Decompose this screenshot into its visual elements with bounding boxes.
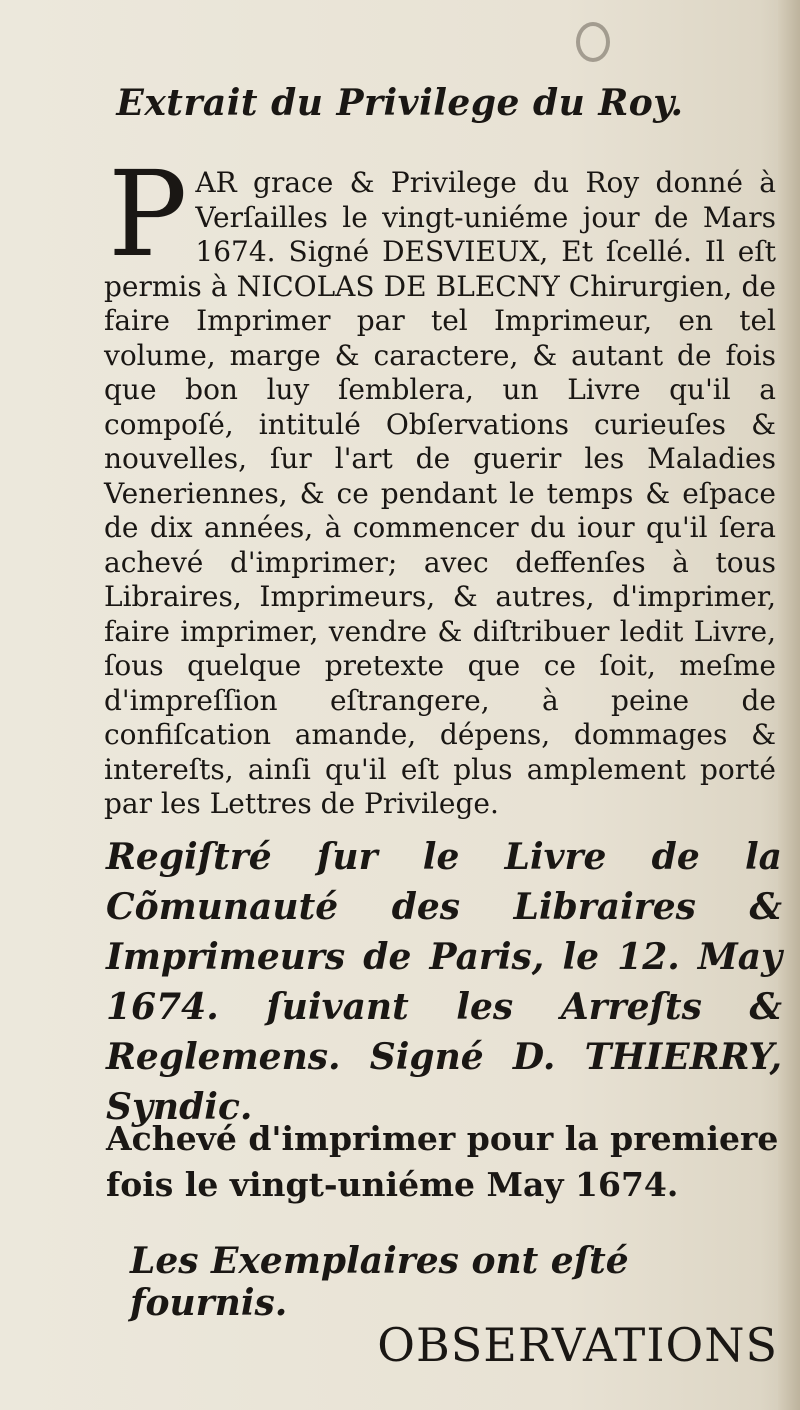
privilege-paragraph (104, 145, 776, 822)
page-title: Extrait du Privilege du Roy. (116, 82, 684, 124)
copies-note: Les Exemplaires ont eſté fournis. (130, 1240, 629, 1324)
privilege-text: AR grace & Privilege du Roy donné à Verſailles le vingt-uniéme jour de Mars 1674. Signé DESVIEUX, Et ſcellé. Il eſt permis à NICOLAS DE BLECNY Chirurgien, de faire Imprimer par tel Imprimeur, en tel volume, marge & caractere, & autant de fois que bon luy ſemblera, un Livre qu'il a compoſé, intitulé Obſervations curieuſes & nouvelles, ſur l'art de guerir les Maladies Veneriennes, & ce pendant le temps & eſpace de dix années, à commencer du iour qu'il ſera achevé d'imprimer; avec deffenſes à tous Libraires, Imprimeurs, & autres, d'imprimer, faire imprimer, vendre & diſtribuer ledit Livre, ſous quelque pretexte que ce ſoit, meſme d'impreſſion eſtrangere, à peine de confiſcation amande, dépens, dommages & intereſts, ainſi qu'il eſt plus amplement porté par les Lettres de Privilege. (104, 166, 776, 820)
ink-stain (576, 22, 610, 62)
drop-cap: P (108, 145, 188, 283)
printing-completed-note: Achevé d'imprimer pour la premiere fois le vingt-uniéme May 1674. (106, 1119, 779, 1204)
registration-paragraph: Regiſtré ſur le Livre de la Cõmunauté des Libraires & Imprimeurs de Paris, le 12. May 1674. ſuivant les Arreſts & Reglemens. Signé D. THIERRY, Syndic. (106, 836, 782, 1128)
catchword: OBSERVATIONS (377, 1318, 778, 1372)
